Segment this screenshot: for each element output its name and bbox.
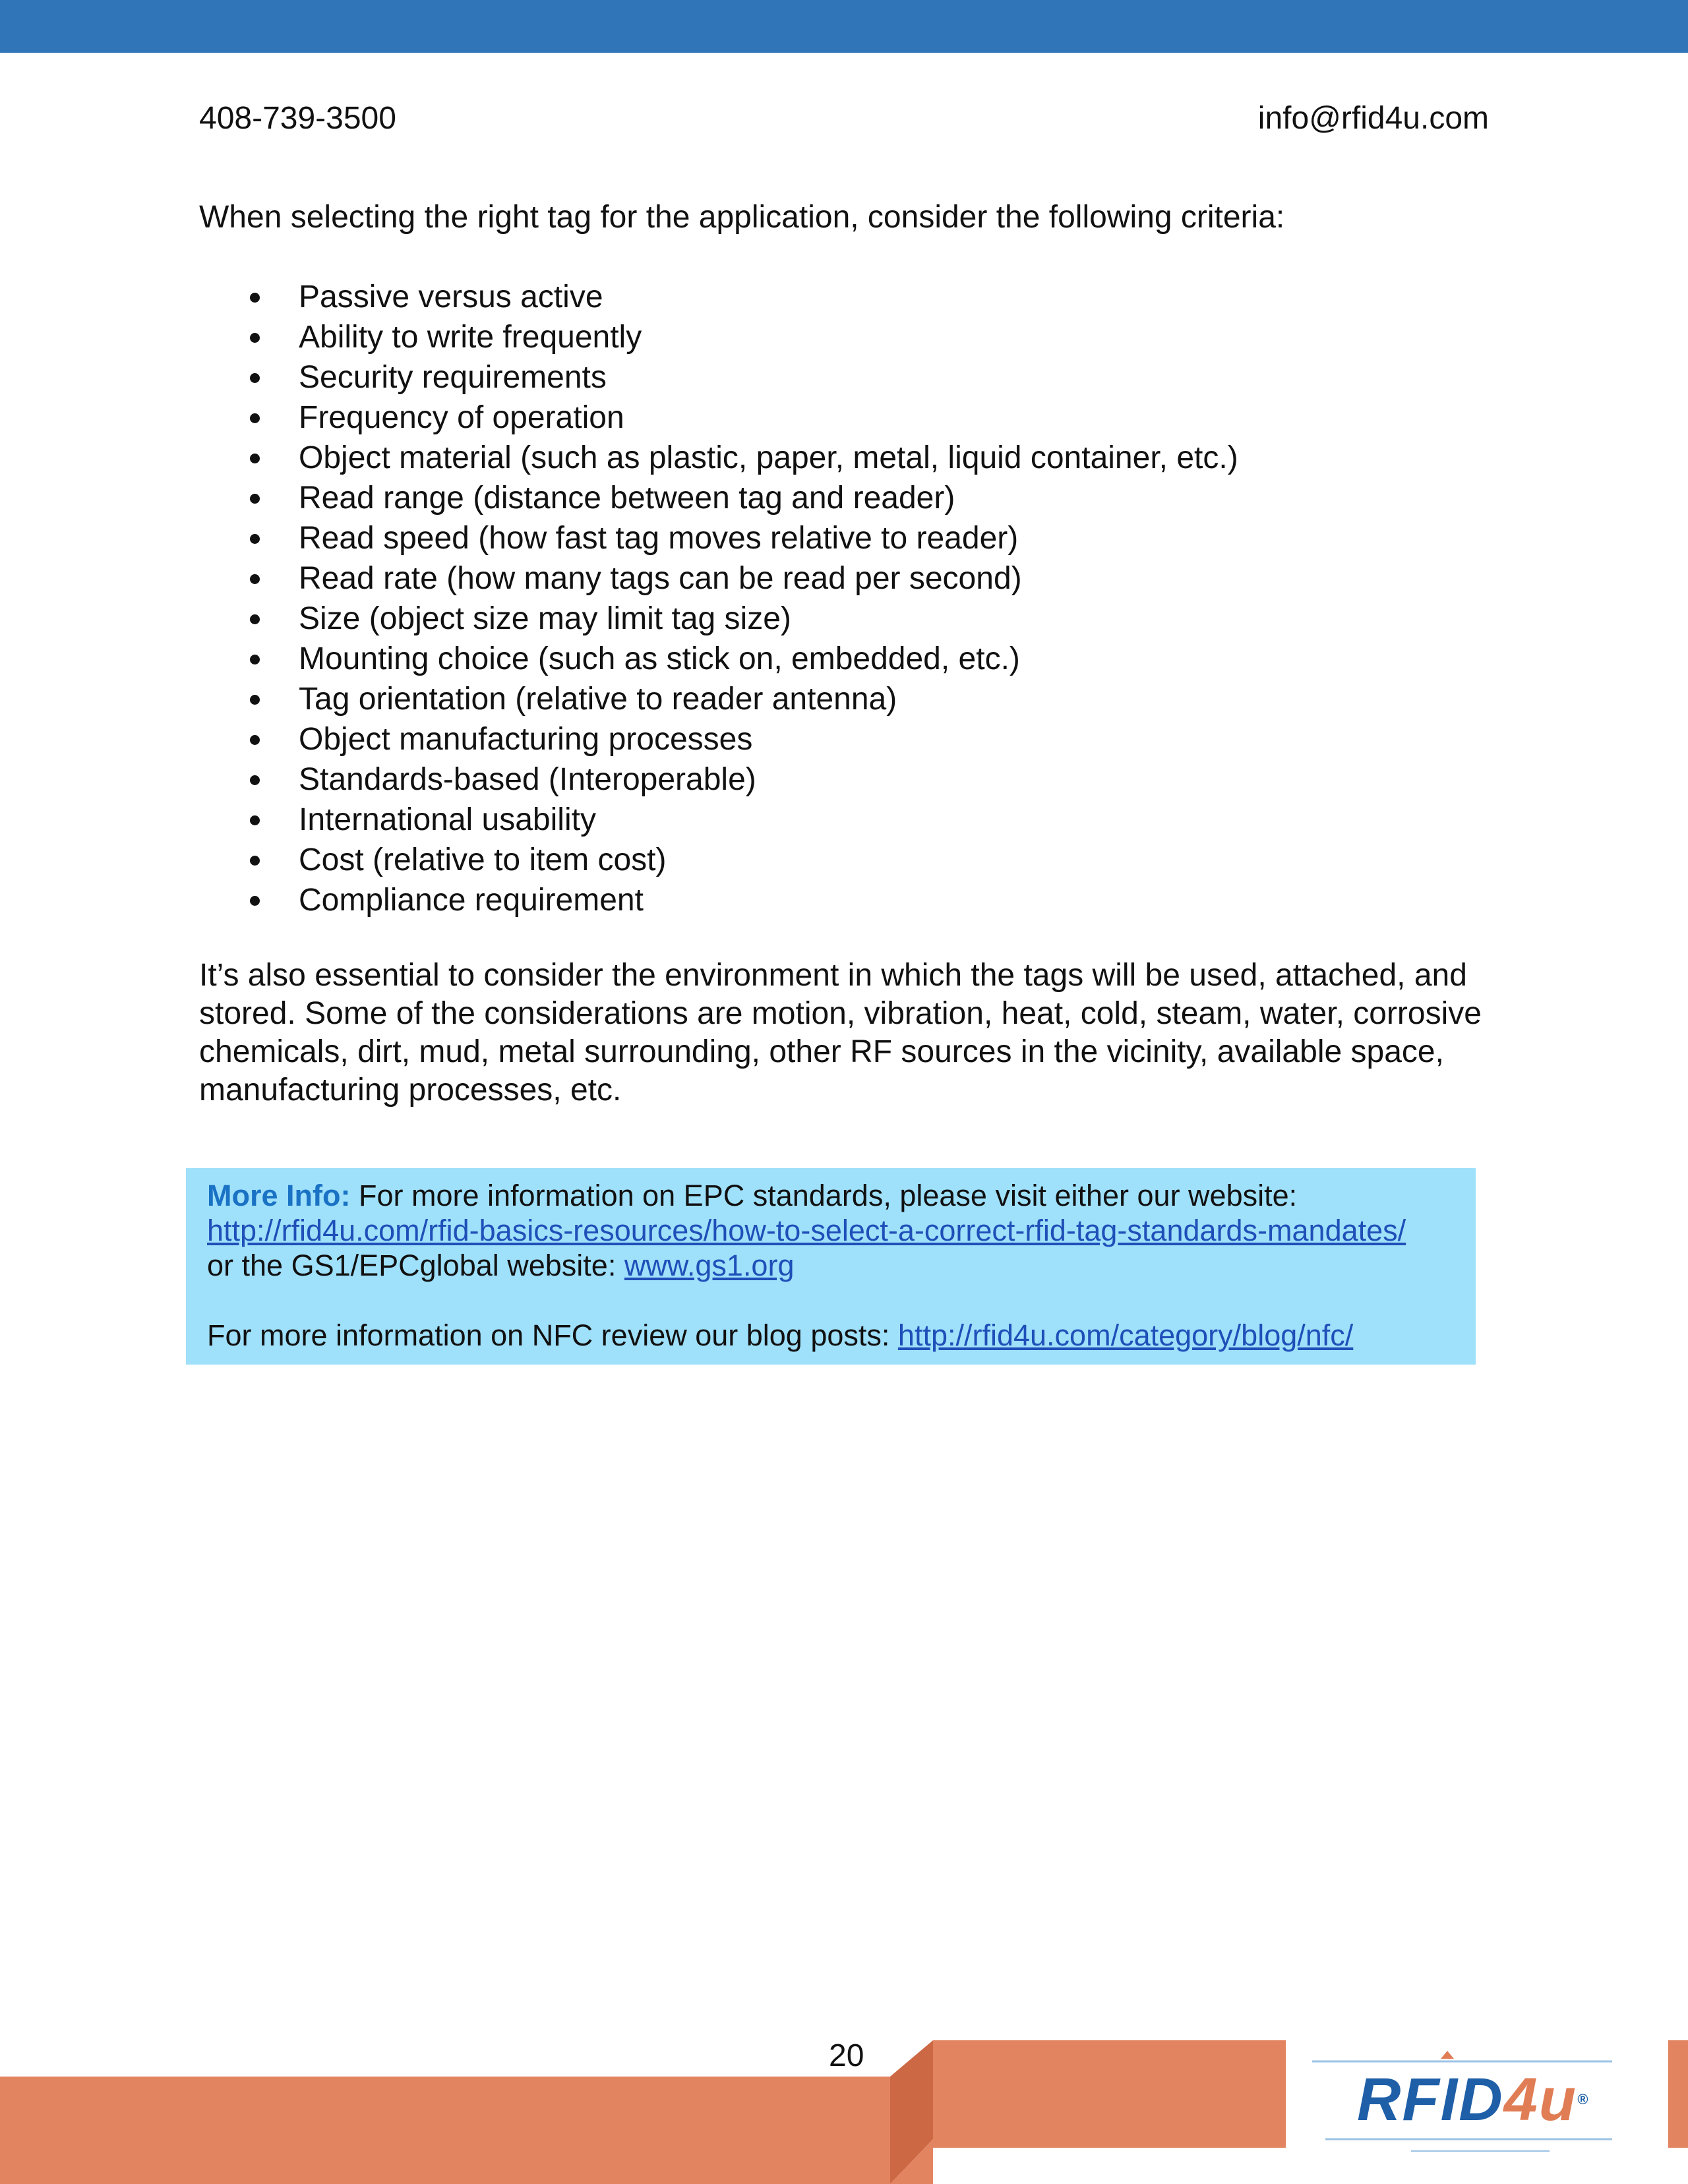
criteria-item [247,478,1566,518]
criteria-text: Compliance requirement [299,883,644,918]
criteria-item [247,880,1566,920]
bullet-icon [250,896,260,906]
criteria-text: Read speed (how fast tag moves relative to reader) [299,521,1019,556]
criteria-item [247,840,1566,880]
more-info-line [207,1248,1455,1283]
criteria-item [247,639,1566,679]
criteria-item [247,558,1566,599]
footer-band-right [933,2040,1286,2148]
criteria-list [247,277,1566,920]
criteria-item [247,518,1566,558]
criteria-item [247,357,1566,398]
criteria-item [247,759,1566,800]
criteria-text: Object manufacturing processes [299,722,753,757]
footer-band-left [0,2077,890,2184]
bullet-icon [250,333,260,343]
criteria-text: Passive versus active [299,280,603,314]
bullet-icon [250,775,260,785]
bullet-icon [250,413,260,423]
criteria-text: Frequency of operation [299,400,624,435]
logo-wordmark: RFID4u® [1357,2066,1590,2133]
more-info-line [207,1213,1455,1248]
nfc-prefix-text: For more information on NFC review our blog posts: [207,1318,890,1352]
spacer [207,1283,1455,1318]
criteria-item [247,317,1566,357]
criteria-text: Standards-based (Interoperable) [299,762,756,797]
more-info-box [186,1168,1476,1365]
criteria-item [247,438,1566,478]
bullet-icon [250,815,260,825]
bullet-icon [250,735,260,745]
bullet-icon [250,534,260,544]
criteria-text: Tag orientation (relative to reader antenna) [299,682,897,717]
bullet-icon [250,655,260,664]
intro-paragraph: When selecting the right tag for the application, consider the following criteria: [199,200,1285,235]
criteria-item [247,800,1566,840]
criteria-item [247,277,1566,317]
footer-edge-strip [1668,2040,1688,2148]
rfid4u-standards-link[interactable]: http://rfid4u.com/rfid-basics-resources/how-to-select-a-correct-rfid-tag-standards-mandates/ [207,1214,1406,1247]
criteria-text: Read range (distance between tag and reader) [299,481,955,516]
header-phone: 408-739-3500 [199,101,396,136]
environment-paragraph: It’s also essential to consider the environment in which the tags will be used, attached, and stored. Some of the considerations are motion, vibration, heat, cold, steam, water, corrosive chemicals, dirt, mud, metal surrounding, other RF sources in the vicinity, available space, manufacturing processes, etc. [199,958,1482,1107]
criteria-item [247,398,1566,438]
criteria-item [247,679,1566,719]
criteria-text: Ability to write frequently [299,320,642,355]
nfc-blog-link[interactable]: http://rfid4u.com/category/blog/nfc/ [897,1318,1354,1352]
bullet-icon [250,454,260,463]
bullet-icon [250,856,260,866]
bullet-icon [250,695,260,705]
criteria-text: Read rate (how many tags can be read per second) [299,561,1022,596]
bullet-icon [250,574,260,584]
criteria-item [247,599,1566,639]
criteria-item [247,719,1566,759]
top-banner [0,0,1688,53]
more-info-line [207,1318,1455,1353]
more-info-label: More Info: [207,1179,351,1212]
more-info-text: For more information on EPC standards, please visit either our website: [358,1179,1298,1212]
bullet-icon [250,494,260,504]
criteria-text: Object material (such as plastic, paper, metal, liquid container, etc.) [299,440,1238,475]
rfid4u-logo [1312,2047,1615,2159]
criteria-text: Cost (relative to item cost) [299,842,667,877]
criteria-text: Size (object size may limit tag size) [299,601,791,636]
header-email: info@rfid4u.com [1257,101,1489,136]
criteria-text: International usability [299,802,596,837]
criteria-text: Security requirements [299,360,607,395]
more-info-line [207,1178,1455,1213]
gs1-prefix-text: or the GS1/EPCglobal website: [207,1249,617,1282]
page-number: 20 [829,2038,864,2073]
bullet-icon [250,373,260,383]
bullet-icon [250,293,260,303]
criteria-text: Mounting choice (such as stick on, embedded, etc.) [299,641,1020,676]
bullet-icon [250,614,260,624]
gs1-link[interactable]: www.gs1.org [624,1249,795,1282]
